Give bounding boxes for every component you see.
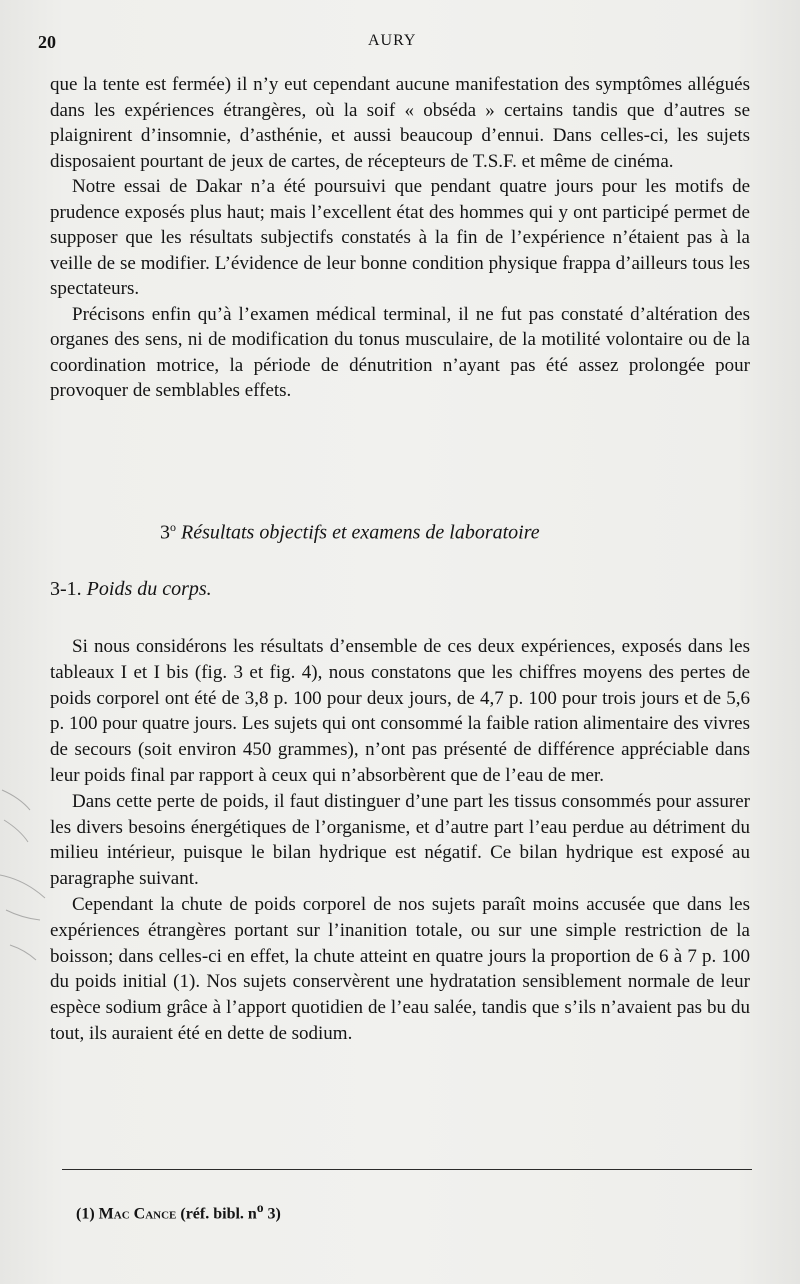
section-number-superscript: o bbox=[170, 520, 176, 534]
running-title: AURY bbox=[368, 32, 417, 49]
subsection-title: Poids du corps. bbox=[86, 578, 212, 600]
footnote-reference-end: 3) bbox=[263, 1205, 281, 1223]
subsection-number: 3-1. bbox=[50, 578, 82, 600]
footnote-rule bbox=[62, 1169, 752, 1170]
footnote-author: Mac Cance bbox=[98, 1205, 177, 1223]
footnote-marker: (1) bbox=[76, 1205, 95, 1223]
paragraph: Si nous considérons les résultats d’ensemble de ces deux expériences, exposés dans les tableaux I et I bis (fig. 3 et fig. 4), nous constatons que les chiffres moyens des pertes de poids corporel ont été de 3,8 p. 100 pour deux jours, de 4,7 p. 100 pour trois jours et de 5,6 p. 100 pour quatre jours. Les sujets qui ont consommé la faible ration alimentaire des vivres de secours (soit environ 450 grammes), n’ont pas présenté de différence appréciable dans leur poids final par rapport à ceux qui n’absorbèrent que de l’eau de mer. bbox=[50, 636, 750, 786]
body-text-top bbox=[50, 72, 750, 404]
paragraph: Cependant la chute de poids corporel de nos sujets paraît moins accusée que dans les expériences étrangères portant sur l’inanition totale, ou sur une simple restriction de la boisson; dans celles-ci en effet, la chute atteint en quatre jours la proportion de 6 à 7 p. 100 du poids initial (1). Nos sujets conservèrent une hydratation sensiblement normale de leur espèce sodium grâce à l’apport quotidien de l’eau salée, tandis que s’ils n’avaient pas bu du tout, ils auraient été en dette de sodium. bbox=[50, 893, 750, 1044]
footnote-reference: (réf. bibl. n bbox=[180, 1205, 257, 1223]
section-title: Résultats objectifs et examens de laboratoire bbox=[181, 521, 540, 544]
body-text-bottom bbox=[50, 634, 750, 1047]
paragraph: Dans cette perte de poids, il faut distinguer d’une part les tissus consommés pour assurer les divers besoins énergétiques de l’organisme, et d’autre part l’eau perdue au détriment du milieu intérieur, puisque le bilan hydrique est négatif. Ce bilan hydrique est exposé au paragraphe suivant. bbox=[50, 790, 750, 890]
paragraph: que la tente est fermée) il n’y eut cependant aucune manifestation des symptômes allégués dans les expériences étrangères, où la soif « obséda » certains tandis que d’autres se plaignirent d’insomnie, d’asthénie, et aussi beaucoup d’ennui. Dans celles-ci, les sujets disposaient pourtant de jeux de cartes, de récepteurs de T.S.F. et même de cinéma. bbox=[50, 74, 750, 172]
subsection-heading bbox=[50, 578, 212, 601]
section-heading bbox=[160, 520, 540, 545]
paragraph: Précisons enfin qu’à l’examen médical terminal, il ne fut pas constaté d’altération des organes des sens, ni de modification du tonus musculaire, de la motilité volontaire ou de la coordination motrice, la période de dénutrition n’ayant pas été assez prolongée pour provoquer de semblables effets. bbox=[50, 303, 750, 401]
running-head bbox=[38, 32, 760, 60]
section-number: 3 bbox=[160, 521, 170, 544]
paragraph: Notre essai de Dakar n’a été poursuivi que pendant quatre jours pour les motifs de prudence exposés plus haut; mais l’excellent état des hommes qui y ont participé permet de supposer que les résultats subjectifs constatés à la fin de l’expérience n’étaient pas à la veille de se modifier. L’évidence de leur bonne condition physique frappa d’ailleurs tous les spectateurs. bbox=[50, 176, 750, 299]
margin-smudge bbox=[0, 780, 70, 980]
footnote-reference-sup: o bbox=[256, 1200, 264, 1215]
footnote bbox=[76, 1200, 281, 1223]
page-number: 20 bbox=[38, 32, 56, 52]
